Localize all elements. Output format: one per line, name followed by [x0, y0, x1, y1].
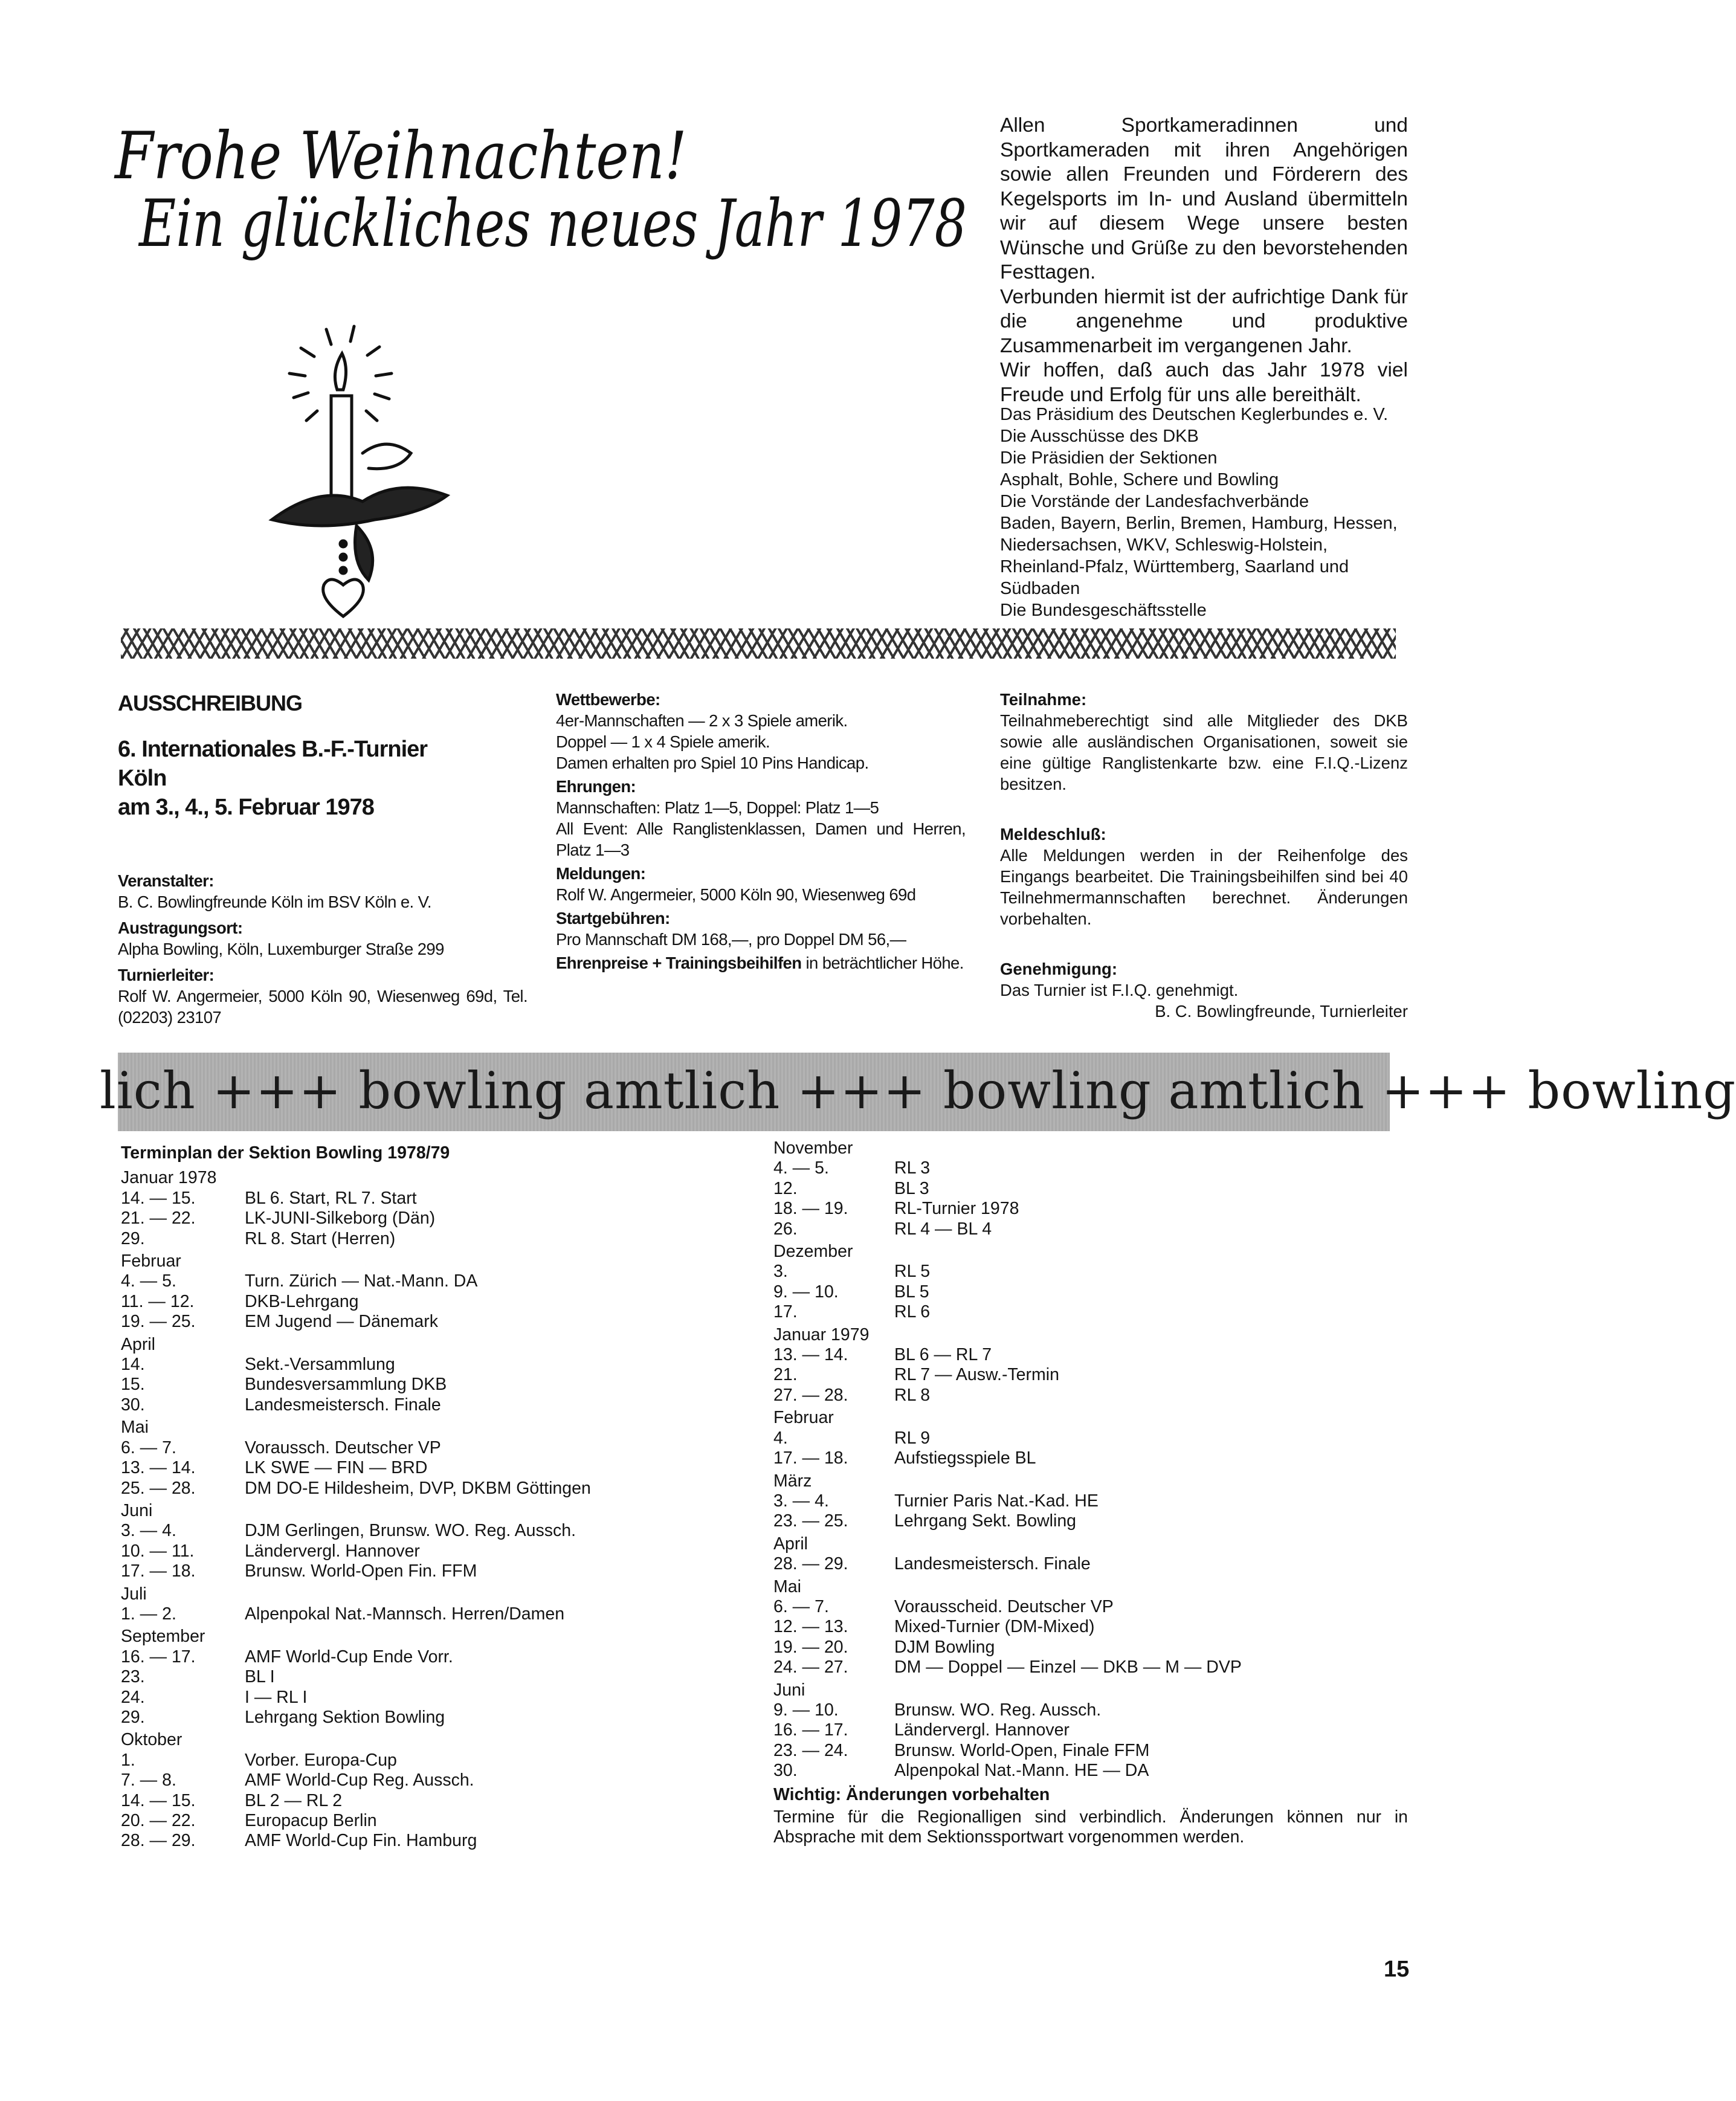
- schedule-event: Ländervergl. Hannover: [894, 1720, 1070, 1740]
- ausschreibung-column-1: [118, 689, 528, 1028]
- signer: Die Vorstände der Landesfachverbände: [1000, 492, 1309, 511]
- schedule-event: Turnier Paris Nat.-Kad. HE: [894, 1491, 1099, 1511]
- schedule-date: 24. — 27.: [773, 1657, 848, 1677]
- schedule-entry: [773, 1617, 1408, 1637]
- schedule-month: Oktober: [121, 1730, 182, 1750]
- genehmigung-text: Das Turnier ist F.I.Q. genehmigt.: [1000, 981, 1239, 999]
- schedule-entry: [773, 1700, 1408, 1720]
- schedule-date: 20. — 22.: [121, 1811, 196, 1830]
- greeting-script-line-1: Frohe Weihnachten!: [115, 118, 687, 194]
- schedule-entry: [121, 1209, 749, 1228]
- schedule-event: DM — Doppel — Einzel — DKB — M — DVP: [894, 1657, 1242, 1677]
- schedule-entry: [773, 1282, 1408, 1302]
- decorative-divider: [121, 628, 1396, 659]
- heading-ehrungen: Ehrungen:: [556, 777, 636, 796]
- schedule-date: 14. — 15.: [121, 1188, 196, 1208]
- schedule-date: 24.: [121, 1687, 145, 1707]
- greeting-paragraph: Wir hoffen, daß auch das Jahr 1978 viel Freude und Erfolg für uns alle bereithält.: [1000, 359, 1408, 406]
- schedule-event: RL 8: [894, 1385, 931, 1405]
- schedule-entry: [773, 1428, 1408, 1448]
- schedule-left-column: [121, 1143, 749, 1851]
- schedule-event: Aufstiegsspiele BL: [894, 1448, 1036, 1468]
- schedule-event: BL 6 — RL 7: [894, 1345, 992, 1365]
- schedule-entry: [121, 1229, 749, 1249]
- greeting-paragraph: Allen Sportkameradinnen und Sportkameraden mit ihren Angehörigen sowie allen Freunden und Förderern des Kegelsports im In- und Ausland übermitteln wir auf diesem Wege unsere besten Wünsche und Grüße zu den bevorstehenden Festtagen.: [1000, 114, 1408, 283]
- schedule-event: DKB-Lehrgang: [245, 1291, 359, 1311]
- schedule-entry: [121, 1751, 749, 1770]
- schedule-month: Juli: [121, 1584, 147, 1604]
- teilnahme-text: Teilnahmeberechtigt sind alle Mitglieder des DKB sowie alle ausländischen Organisationen, soweit sie eine gültige Ranglistenkarte bzw. eine F.I.Q.-Lizenz besitzen.: [1000, 711, 1408, 793]
- bowling-amtlich-banner: [100, 1053, 1736, 1131]
- schedule-event: Bundesversammlung DKB: [245, 1375, 447, 1395]
- schedule-date: 16. — 17.: [773, 1720, 848, 1740]
- schedule-entry: [773, 1657, 1408, 1677]
- schedule-event: Alpenpokal Nat.-Mann. HE — DA: [894, 1761, 1149, 1781]
- schedule-date: 23. — 25.: [773, 1511, 848, 1531]
- signer: Die Ausschüsse des DKB: [1000, 427, 1199, 446]
- schedule-entry: [121, 1770, 749, 1790]
- schedule-entry: [773, 1720, 1408, 1740]
- schedule-event: Lehrgang Sektion Bowling: [245, 1707, 445, 1727]
- schedule-date: 21.: [773, 1365, 798, 1385]
- wettbewerb-line: Damen erhalten pro Spiel 10 Pins Handicap.: [556, 754, 869, 772]
- signers-list: [1000, 404, 1423, 621]
- schedule-entry: [773, 1199, 1408, 1219]
- schedule-date: 6. — 7.: [121, 1438, 176, 1457]
- schedule-date: 15.: [121, 1375, 145, 1395]
- schedule-entry: [773, 1179, 1408, 1199]
- ehrenpreise-rest: in beträchtlicher Höhe.: [801, 954, 964, 972]
- schedule-event: Ländervergl. Hannover: [245, 1541, 420, 1561]
- schedule-entry: [773, 1386, 1408, 1406]
- schedule-event: BL 5: [894, 1282, 929, 1302]
- schedule-date: 16. — 17.: [121, 1647, 196, 1667]
- schedule-date: 13. — 14.: [121, 1458, 196, 1478]
- schedule-date: 21. — 22.: [121, 1209, 196, 1228]
- turnierleiter-text: Rolf W. Angermeier, 5000 Köln 90, Wiesenweg 69d, Tel. (02203) 23107: [118, 987, 528, 1027]
- schedule-entry: [121, 1541, 749, 1561]
- heading-wettbewerbe: Wettbewerbe:: [556, 690, 660, 709]
- schedule-month: Mai: [773, 1577, 801, 1596]
- signer: Die Präsidien der Sektionen: [1000, 448, 1218, 468]
- schedule-event: Turn. Zürich — Nat.-Mann. DA: [245, 1271, 478, 1291]
- schedule-date: 6. — 7.: [773, 1596, 829, 1616]
- schedule-date: 30.: [121, 1395, 145, 1415]
- ausschreibung-column-3: [1000, 689, 1408, 1022]
- schedule-event: Voraussch. Deutscher VP: [245, 1438, 441, 1457]
- schedule-entry: [121, 1791, 749, 1811]
- signer: Die Bundesgeschäftsstelle: [1000, 601, 1207, 620]
- schedule-month: April: [121, 1334, 156, 1354]
- schedule-date: 9. — 10.: [773, 1700, 839, 1720]
- schedule-month: Februar: [773, 1408, 834, 1428]
- tournament-title: 6. Internationales B.-F.-Turnier: [118, 737, 428, 762]
- schedule-event: BL 3: [894, 1178, 929, 1198]
- schedule-date: 13. — 14.: [773, 1345, 848, 1365]
- schedule-event: BL 2 — RL 2: [245, 1790, 343, 1810]
- schedule-event: RL-Turnier 1978: [894, 1199, 1019, 1219]
- schedule-event: BL 6. Start, RL 7. Start: [245, 1188, 417, 1208]
- schedule-entry: [773, 1554, 1408, 1574]
- schedule-date: 19. — 20.: [773, 1637, 848, 1657]
- heading-meldungen: Meldungen:: [556, 864, 646, 883]
- ehrenpreise-bold: Ehrenpreise + Trainingsbeihilfen: [556, 954, 802, 972]
- schedule-date: 11. — 12.: [121, 1291, 195, 1311]
- schedule-month: Januar 1979: [773, 1325, 870, 1344]
- schedule-date: 10. — 11.: [121, 1541, 195, 1561]
- wettbewerb-line: 4er-Mannschaften — 2 x 3 Spiele amerik.: [556, 711, 848, 730]
- signer: Südbaden: [1000, 579, 1080, 598]
- schedule-entry: [121, 1811, 749, 1831]
- schedule-event: RL 5: [894, 1262, 931, 1282]
- schedule-date: 4.: [773, 1428, 788, 1448]
- meldungen-text: Rolf W. Angermeier, 5000 Köln 90, Wiesenweg 69d: [556, 885, 916, 904]
- schedule-entry: [773, 1302, 1408, 1322]
- schedule-entry: [121, 1312, 749, 1332]
- schedule-event: Vorber. Europa-Cup: [245, 1750, 397, 1770]
- schedule-entry: [773, 1448, 1408, 1468]
- schedule-event: LK-JUNI-Silkeborg (Dän): [245, 1209, 436, 1228]
- schedule-event: Brunsw. World-Open Fin. FFM: [245, 1561, 477, 1581]
- schedule-date: 17. — 18.: [773, 1448, 848, 1468]
- signer: Niedersachsen, WKV, Schleswig-Holstein,: [1000, 535, 1328, 555]
- schedule-right-column: [773, 1136, 1408, 1847]
- schedule-date: 7. — 8.: [121, 1770, 176, 1790]
- heading-startgebuehren: Startgebühren:: [556, 909, 670, 928]
- schedule-entry: [773, 1597, 1408, 1617]
- schedule-date: 3. — 4.: [121, 1521, 176, 1541]
- schedule-entry: [773, 1491, 1408, 1511]
- schedule-month: Januar 1978: [121, 1168, 217, 1188]
- page-number: 15: [1384, 1957, 1410, 1982]
- schedule-event: DM DO-E Hildesheim, DVP, DKBM Göttingen: [245, 1478, 591, 1498]
- note-title: Wichtig: Änderungen vorbehalten: [773, 1784, 1050, 1804]
- tournament-dates: am 3., 4., 5. Februar 1978: [118, 795, 374, 820]
- schedule-date: 17.: [773, 1302, 798, 1322]
- schedule-date: 28. — 29.: [121, 1831, 196, 1851]
- schedule-event: AMF World-Cup Ende Vorr.: [245, 1647, 453, 1667]
- heading-meldeschluss: Meldeschluß:: [1000, 825, 1106, 844]
- schedule-event: Landesmeistersch. Finale: [894, 1554, 1091, 1574]
- signer: Baden, Bayern, Berlin, Bremen, Hamburg, Hessen,: [1000, 514, 1398, 533]
- schedule-event: Sekt.-Versammlung: [245, 1355, 395, 1375]
- schedule-month: September: [121, 1627, 205, 1647]
- schedule-event: AMF World-Cup Reg. Aussch.: [245, 1770, 474, 1790]
- signature: B. C. Bowlingfreunde, Turnierleiter: [1155, 1002, 1408, 1021]
- schedule-date: 28. — 29.: [773, 1554, 848, 1574]
- schedule-date: 3.: [773, 1262, 788, 1282]
- schedule-date: 29.: [121, 1228, 145, 1248]
- schedule-entry: [121, 1479, 749, 1499]
- startgebuehren-text: Pro Mannschaft DM 168,—, pro Doppel DM 56,—: [556, 930, 906, 949]
- greeting-script-line-2: Ein glückliches neues Jahr 1978: [139, 186, 967, 262]
- schedule-date: 1.: [121, 1750, 135, 1770]
- schedule-event: Vorausscheid. Deutscher VP: [894, 1596, 1114, 1616]
- schedule-date: 17. — 18.: [121, 1561, 196, 1581]
- schedule-date: 12. — 13.: [773, 1617, 848, 1637]
- austragungsort-text: Alpha Bowling, Köln, Luxemburger Straße 299: [118, 940, 444, 958]
- schedule-event: LK SWE — FIN — BRD: [245, 1458, 428, 1478]
- schedule-event: RL 7 — Ausw.-Termin: [894, 1365, 1059, 1385]
- schedule-event: RL 3: [894, 1158, 931, 1178]
- schedule-event: Alpenpokal Nat.-Mannsch. Herren/Damen: [245, 1604, 565, 1624]
- schedule-entry: [773, 1638, 1408, 1657]
- heading-veranstalter: Veranstalter:: [118, 871, 214, 890]
- schedule-entry: [121, 1292, 749, 1312]
- heading-turnierleiter: Turnierleiter:: [118, 966, 215, 984]
- schedule-entry: [121, 1271, 749, 1291]
- schedule-title: Terminplan der Sektion Bowling 1978/79: [121, 1143, 450, 1163]
- greeting-paragraph: Verbunden hiermit ist der aufrichtige Dank für die angenehme und produktive Zusammenarbeit im vergangenen Jahr.: [1000, 285, 1408, 357]
- signer: Rheinland-Pfalz, Württemberg, Saarland und: [1000, 557, 1349, 576]
- schedule-date: 9. — 10.: [773, 1282, 839, 1302]
- schedule-entry: [121, 1604, 749, 1624]
- heading-genehmigung: Genehmigung:: [1000, 960, 1118, 978]
- schedule-event: RL 9: [894, 1428, 931, 1448]
- signer: Asphalt, Bohle, Schere und Bowling: [1000, 470, 1279, 489]
- schedule-event: EM Jugend — Dänemark: [245, 1312, 438, 1332]
- schedule-event: Europacup Berlin: [245, 1811, 377, 1830]
- schedule-entry: [773, 1345, 1408, 1365]
- schedule-event: DJM Bowling: [894, 1637, 995, 1657]
- schedule-month: Juni: [121, 1500, 153, 1520]
- schedule-entry: [121, 1438, 749, 1458]
- schedule-note: [773, 1785, 1408, 1847]
- schedule-entry: [121, 1189, 749, 1209]
- schedule-month: März: [773, 1471, 812, 1491]
- ehrenpreise-text: [556, 952, 966, 973]
- candle-illustration-icon: [260, 320, 465, 622]
- wettbewerb-line: Doppel — 1 x 4 Spiele amerik.: [556, 732, 770, 751]
- schedule-entry: [773, 1365, 1408, 1385]
- schedule-entry: [121, 1375, 749, 1395]
- schedule-entry: [121, 1355, 749, 1375]
- schedule-entry: [121, 1647, 749, 1667]
- schedule-entry: [773, 1262, 1408, 1282]
- schedule-entry: [121, 1521, 749, 1541]
- schedule-date: 30.: [773, 1761, 798, 1781]
- schedule-date: 1. — 2.: [121, 1604, 176, 1624]
- schedule-month: Mai: [121, 1418, 149, 1438]
- schedule-date: 4. — 5.: [773, 1158, 829, 1178]
- schedule-date: 23.: [121, 1667, 145, 1687]
- schedule-entry: [121, 1831, 749, 1851]
- schedule-event: RL 8. Start (Herren): [245, 1228, 396, 1248]
- schedule-month: April: [773, 1534, 808, 1554]
- schedule-entry: [773, 1741, 1408, 1761]
- ehrungen-line: Mannschaften: Platz 1—5, Doppel: Platz 1—5: [556, 798, 879, 817]
- heading-austragungsort: Austragungsort:: [118, 918, 243, 937]
- schedule-month: Februar: [121, 1251, 181, 1271]
- ausschreibung-column-2: [556, 689, 966, 973]
- schedule-date: 14. — 15.: [121, 1790, 196, 1810]
- schedule-event: Mixed-Turnier (DM-Mixed): [894, 1617, 1095, 1637]
- schedule-event: DJM Gerlingen, Brunsw. WO. Reg. Aussch.: [245, 1521, 576, 1541]
- greeting-text: [1000, 114, 1408, 407]
- schedule-date: 26.: [773, 1219, 798, 1239]
- schedule-entry: [121, 1667, 749, 1687]
- banner-text: lich +++ bowling amtlich +++ bowling amtlich +++ bowling: [100, 1061, 1736, 1120]
- schedule-entry: [121, 1458, 749, 1478]
- tournament-city: Köln: [118, 766, 167, 791]
- heading-teilnahme: Teilnahme:: [1000, 690, 1087, 709]
- signer: Das Präsidium des Deutschen Keglerbundes e. V.: [1000, 405, 1389, 424]
- schedule-date: 4. — 5.: [121, 1271, 176, 1291]
- schedule-event: Brunsw. World-Open, Finale FFM: [894, 1740, 1150, 1760]
- schedule-date: 3. — 4.: [773, 1491, 829, 1511]
- schedule-entry: [121, 1561, 749, 1581]
- schedule-date: 27. — 28.: [773, 1385, 848, 1405]
- schedule-date: 14.: [121, 1355, 145, 1375]
- schedule-month: Dezember: [773, 1242, 853, 1262]
- schedule-entry: [121, 1708, 749, 1728]
- schedule-date: 19. — 25.: [121, 1312, 196, 1332]
- schedule-date: 25. — 28.: [121, 1478, 196, 1498]
- schedule-entry: [121, 1395, 749, 1415]
- schedule-event: RL 6: [894, 1302, 931, 1322]
- schedule-entry: [773, 1158, 1408, 1178]
- schedule-date: 18. — 19.: [773, 1199, 848, 1219]
- schedule-date: 29.: [121, 1707, 145, 1727]
- schedule-entry: [121, 1688, 749, 1708]
- schedule-date: 12.: [773, 1178, 798, 1198]
- section-label: AUSSCHREIBUNG: [118, 691, 303, 715]
- schedule-event: Brunsw. WO. Reg. Aussch.: [894, 1700, 1102, 1720]
- schedule-entry: [773, 1761, 1408, 1781]
- veranstalter-text: B. C. Bowlingfreunde Köln im BSV Köln e. V.: [118, 892, 431, 911]
- ehrungen-line: All Event: Alle Ranglistenklassen, Damen und Herren, Platz 1—3: [556, 819, 966, 859]
- meldeschluss-text: Alle Meldungen werden in der Reihenfolge des Eingangs bearbeitet. Die Trainingsbeihilfen sind bei 40 Teilnehmermannschaften berechnet. Änderungen vorbehalten.: [1000, 846, 1408, 928]
- note-text: Termine für die Regionalligen sind verbindlich. Änderungen können nur in Absprache mit dem Sektionssportwart vorgenommen werden.: [773, 1807, 1408, 1847]
- schedule-entry: [773, 1511, 1408, 1531]
- schedule-month: November: [773, 1138, 853, 1158]
- schedule-event: I — RL I: [245, 1687, 308, 1707]
- schedule-event: Landesmeistersch. Finale: [245, 1395, 441, 1415]
- schedule-entry: [773, 1219, 1408, 1239]
- schedule-event: BL I: [245, 1667, 275, 1687]
- schedule-month: Juni: [773, 1680, 805, 1700]
- schedule-event: RL 4 — BL 4: [894, 1219, 992, 1239]
- schedule-date: 23. — 24.: [773, 1740, 848, 1760]
- schedule-event: AMF World-Cup Fin. Hamburg: [245, 1831, 477, 1851]
- schedule-event: Lehrgang Sekt. Bowling: [894, 1511, 1077, 1531]
